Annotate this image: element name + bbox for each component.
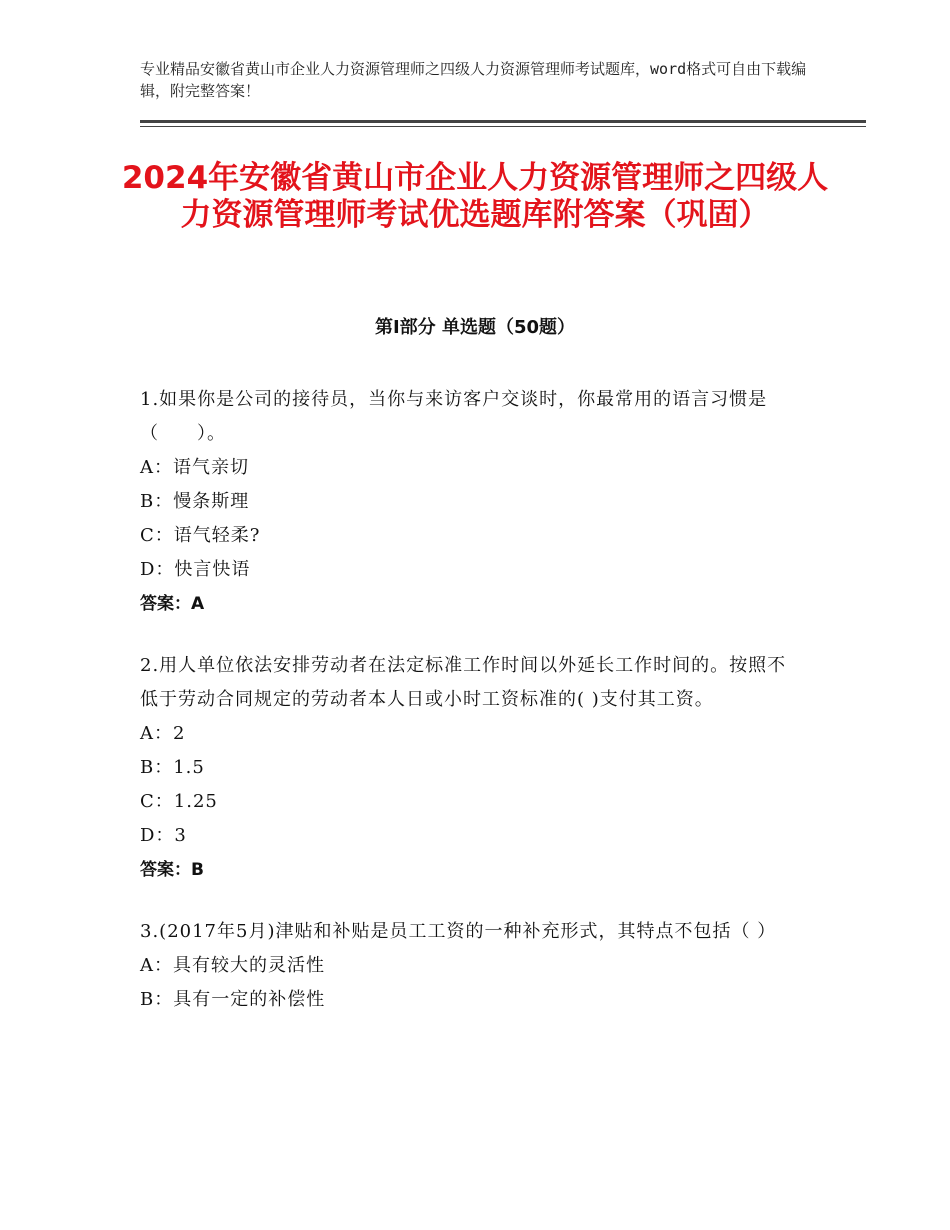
answer: 答案：B bbox=[140, 860, 204, 880]
option-b: B：具有一定的补偿性 bbox=[140, 989, 326, 1010]
question-stem: 1.如果你是公司的接待员，当你与来访客户交谈时，你最常用的语言习惯是（ ）。 bbox=[140, 389, 768, 444]
option-d: D：3 bbox=[140, 825, 187, 846]
question-stem: 3.(2017年5月)津贴和补贴是员工工资的一种补充形式，其特点不包括（ ） bbox=[140, 921, 777, 942]
option-d: D：快言快语 bbox=[140, 559, 251, 580]
question-3 bbox=[140, 915, 805, 1017]
option-b: B：慢条斯理 bbox=[140, 491, 250, 512]
question-stem: 2.用人单位依法安排劳动者在法定标准工作时间以外延长工作时间的。按照不低于劳动合同规定的劳动者本人日或小时工资标准的( )支付其工资。 bbox=[140, 655, 787, 710]
question-1 bbox=[140, 383, 805, 621]
question-2 bbox=[140, 649, 805, 887]
question-list bbox=[140, 383, 805, 1045]
option-c: C：语气轻柔? bbox=[140, 525, 261, 546]
option-a: A：具有较大的灵活性 bbox=[140, 955, 325, 976]
header-rule-thick bbox=[140, 120, 866, 123]
header-note: 专业精品安徽省黄山市企业人力资源管理师之四级人力资源管理师考试题库，word格式可自由下载编辑，附完整答案！ bbox=[140, 60, 807, 100]
header-rule-thin bbox=[140, 126, 866, 127]
answer: 答案：A bbox=[140, 594, 205, 614]
option-b: B：1.5 bbox=[140, 757, 205, 778]
option-a: A：2 bbox=[140, 723, 186, 744]
option-c: C：1.25 bbox=[140, 791, 218, 812]
section-heading: 第Ⅰ部分 单选题（50题） bbox=[374, 317, 575, 338]
option-a: A：语气亲切 bbox=[140, 457, 249, 478]
document-title: 2024年安徽省黄山市企业人力资源管理师之四级人力资源管理师考试优选题库附答案（巩固） bbox=[121, 160, 829, 233]
